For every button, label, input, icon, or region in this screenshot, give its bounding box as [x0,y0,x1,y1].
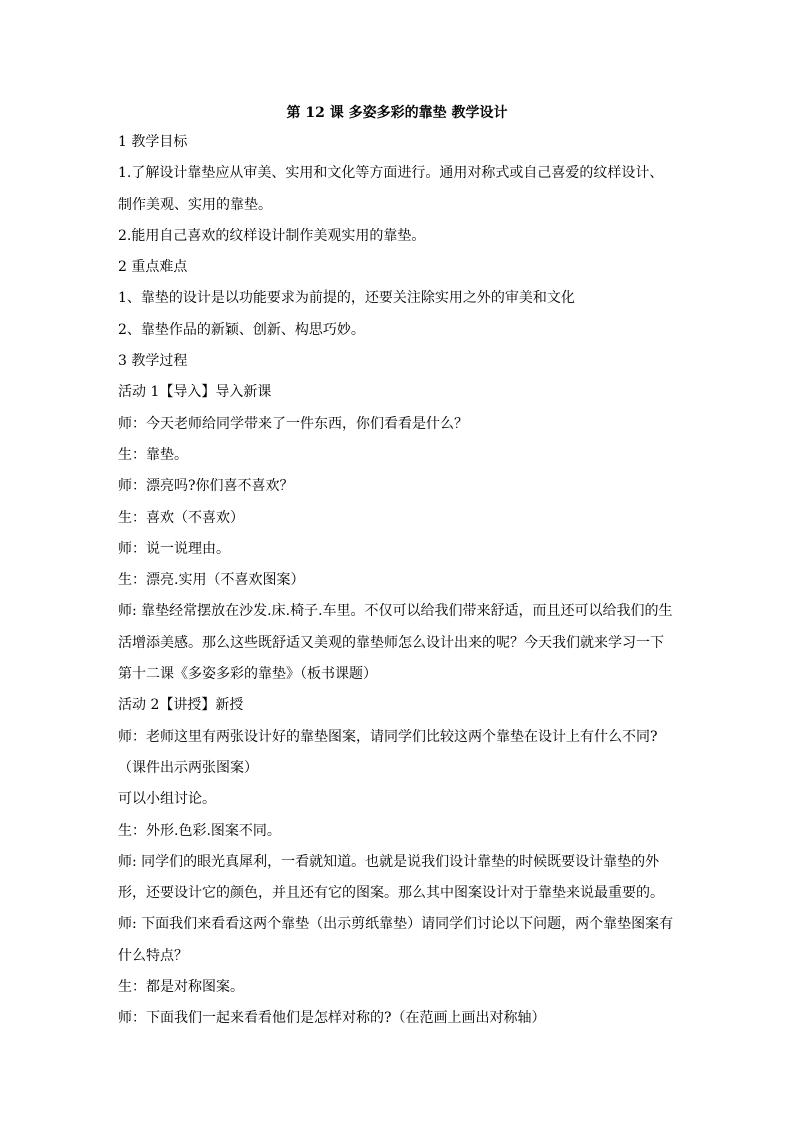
dialogue-line: 师：今天老师给同学带来了一件东西，你们看看是什么？ [118,415,468,432]
dialogue-line: 师: 靠垫经常摆放在沙发.床.椅子.车里。不仅可以给我们带来舒适，而且还可以给我们的生活增添美感。那么这些既舒适又美观的靠垫师怎么设计出来的呢？今天我们就来学习一下第十二课《多姿多彩的靠垫》（板书课题） [118,603,673,683]
dialogue-line: 生：外形.色彩.图案不同。 [118,822,281,839]
heading-key-points: 2 重点难点 [118,259,188,276]
dialogue-line: 生：喜欢（不喜欢） [118,509,244,526]
dialogue-line: 师：说一说理由。 [118,540,230,557]
dialogue-line: 师: 下面我们来看看这两个靠垫（出示剪纸靠垫）请同学们讨论以下问题，两个靠垫图案有什么特点？ [118,916,674,964]
heading-teaching-goals: 1 教学目标 [118,134,188,150]
dialogue-line: 生：靠垫。 [118,446,188,463]
dialogue-line: 师：下面我们一起来看看他们是怎样对称的?（在范画上画出对称轴） [118,1010,546,1027]
paragraph-key-point-2: 2、靠垫作品的新颖、创新、构思巧妙。 [118,321,365,338]
heading-teaching-process: 3 教学过程 [118,353,188,370]
dialogue-line: 师：老师这里有两张设计好的靠垫图案，请同学们比较这两个靠垫在设计上有什么不同?（课件出示两张图案） [118,728,658,776]
dialogue-line: 师: 同学们的眼光真犀利，一看就知道。也就是说我们设计靠垫的时候既要设计靠垫的外形，还要设计它的颜色，并且还有它的图案。那么其中图案设计对于靠垫来说最重要的。 [118,853,664,902]
dialogue-line: 生：漂亮.实用（不喜欢图案） [118,572,305,589]
document-body [118,127,676,1035]
heading-activity-2: 活动 2【讲授】新授 [118,697,244,714]
document-title: 第 12 课 多姿多彩的靠垫 教学设计 [286,105,508,121]
paragraph-goal-1: 1.了解设计靠垫应从审美、实用和文化等方面进行。通用对称式或自己喜爱的纹样设计、制作美观、实用的靠垫。 [118,165,664,213]
dialogue-line: 师：漂亮吗?你们喜不喜欢？ [118,478,294,495]
paragraph-key-point-1: 1、靠垫的设计是以功能要求为前提的，还要关注除实用之外的审美和文化 [118,290,575,307]
dialogue-line: 可以小组讨论。 [118,791,216,808]
heading-activity-1: 活动 1【导入】导入新课 [118,384,272,401]
dialogue-line: 生：都是对称图案。 [118,979,244,996]
paragraph-goal-2: 2.能用自己喜欢的纹样设计制作美观实用的靠垫。 [118,227,426,244]
